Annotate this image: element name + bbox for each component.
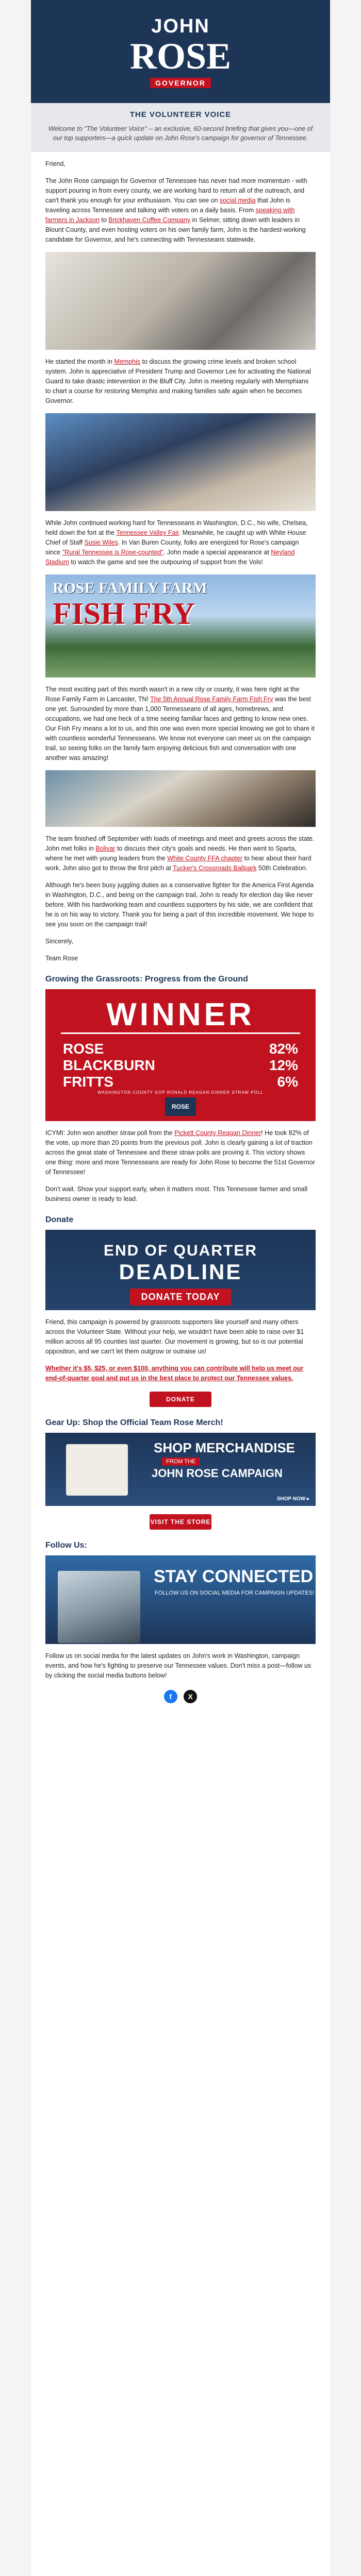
deadline-banner[interactable] [45, 1230, 316, 1310]
rural-tn-link[interactable]: "Rural Tennessee is Rose-counted" [62, 549, 163, 556]
photo-meet-greet [45, 770, 316, 827]
x-icon[interactable]: X [184, 1690, 197, 1703]
family-photo [58, 1571, 140, 1643]
bolivar-link[interactable]: Bolivar [95, 845, 116, 852]
photo-community [45, 252, 316, 350]
sincerely: Sincerely, [45, 938, 73, 945]
memphis-link[interactable]: Memphis [114, 358, 141, 365]
ffa-link[interactable]: White County FFA chapter [167, 855, 243, 862]
donate-title: Donate [45, 1215, 74, 1224]
header-banner [31, 0, 330, 103]
paragraph-support: Don't wait. Show your support early, when it matters most. This Tennessee farmer and small business owner is ready to lead. [45, 1185, 308, 1202]
logo-john: JOHN [151, 15, 210, 37]
logo-governor: GOVERNOR [150, 78, 211, 88]
newsletter [31, 0, 330, 2576]
merch-banner[interactable] [45, 1433, 316, 1506]
donate-ask-link[interactable]: Whether it's $5, $25, or even $100, anything you can contribute will help us meet our end-of-quarter goal and put us in the best place to protect our Tennessee values. [45, 1365, 304, 1382]
social-links [31, 1690, 330, 1703]
facebook-icon[interactable]: f [164, 1690, 177, 1703]
winner-heading: WINNER [106, 997, 255, 1032]
merch-line1: SHOP MERCHANDISE [154, 1440, 296, 1455]
stay-connected-banner [45, 1555, 316, 1644]
deadline-line2: DEADLINE [119, 1260, 242, 1284]
mini-logo: ROSE [165, 1097, 196, 1116]
paragraph-september: The team finished off September with loads of meetings and meet and greets across the state. John met folks in Bolivar to discuss their city's goals and needs. He then went to Sparta, where he met with young leaders from the White County FFA chapter to hear about their hard work. John also got to throw the first pitch at Tucker's Crossroads Ballpark 50th Celebration. [45, 835, 315, 872]
logo-rose: ROSE [129, 36, 232, 77]
follow-title: Follow Us: [45, 1541, 87, 1550]
fish-fry-top: ROSE FAMILY FARM [53, 580, 207, 597]
paragraph-straw-poll: ICYMI: John won another straw poll from the Pickett County Reagan Dinner! He took 82% of the vote, up more than 20 points from the previous poll. John is clearly gaining a lot of traction across the great state of Tennessee and these straw polls are proving it. This victory shows one thing: more and more Tennesseans are ready for John Rose to become the 51st Governor of Tennessee! [45, 1129, 315, 1176]
social-media-link[interactable]: social media [220, 197, 256, 204]
straw-poll-graphic [45, 989, 316, 1121]
fish-fry-link[interactable]: The 5th Annual Rose Family Farm Fish Fry [150, 696, 273, 703]
paragraph-follow: Follow us on social media for the latest updates on John's work in Washington, campaign events, and how he's fighting to preserve our Tennessee values. Don't miss a post—follow us by clicking the social media buttons below! [45, 1652, 311, 1679]
newsletter-intro [31, 103, 330, 152]
campaign-logo [31, 15, 330, 88]
paragraph-donate: Friend, this campaign is powered by grassroots supporters like yourself and many others across the Volunteer State. Without your help, we wouldn't have been able to raise over $1 million across all 95 counties last quarter. Our movement is growing, but so is our potential opposition, and we can't let them outgrow or outraise us! [45, 1318, 304, 1355]
paragraph-washington: While John continued working hard for Tennesseans in Washington, D.C., his wife, Chelsea, held down the fort at the Tennessee Valley Fair. Meanwhile, he caught up with White House Chief of Staff Susie Wiles. In Van Buren County, folks are energized for Rose's campaign since "Rural Tennessee is Rose-counted". John made a special appearance at Neyland Stadium to watch the game and see the outpouring of support from the Vols! [45, 519, 308, 566]
paragraph-fish-fry: The most exciting part of this month wasn't in a new city or county, it was here right at the Rose Family Farm in Lancaster, TN! The 5th Annual Rose Family Farm Fish Fry was the best one yet. Surrounded by more than 1,000 Tennesseans of all ages, homebrews, and occupations, we had one heck of a time seeing familiar faces and getting to know new ones. Our Fish Fry means a lot to us, and this one was even more special knowing we got to share it with countless wonderful Tennesseans. We know not everyone can meet us on the campaign trail, so seeing folks on the family farm enjoying delicious fish and conversation with one another was amazing! [45, 686, 315, 761]
main-update [31, 159, 330, 245]
stay-connected-heading: STAY CONNECTED [154, 1567, 314, 1586]
paragraph-momentum: The John Rose campaign for Governor of Tennessee has never had more momentum - with support pouring in from every county, we are working hard to return all of the outreach, and can't thank you enough for your enthusiasm. You can see on social media that John is traveling across Tennessee and talking with voters on a daily basis. From speaking with farmers in Jackson to Brickhaven Coffee Company in Selmer, sitting down with leaders in Blount County, and even hosting voters on his own family farm, John is the hardest-working candidate for Governor, and he's connecting with Tennesseans statewide. [45, 177, 307, 243]
signoff: Team Rose [45, 955, 78, 962]
poll-row: ROSE 82% [63, 1041, 298, 1057]
photo-events [45, 413, 316, 511]
poll-row: BLACKBURN 12% [63, 1057, 298, 1073]
ballpark-link[interactable]: Tucker's Crossroads Ballpark [173, 865, 257, 872]
deadline-line1: END OF QUARTER [104, 1242, 257, 1259]
shop-now-link[interactable]: SHOP NOW ▸ [276, 1496, 309, 1502]
donate-button[interactable]: DONATE [150, 1392, 211, 1407]
poll-row: FRITTS 6% [63, 1074, 298, 1090]
pickett-link[interactable]: Pickett County Reagan Dinner [174, 1129, 261, 1137]
neyland-link[interactable]: Neyland Stadium [45, 549, 295, 566]
stay-connected-sub: FOLLOW US ON SOCIAL MEDIA FOR CAMPAIGN UPDATES! [155, 1590, 315, 1596]
tn-valley-fair-link[interactable]: Tennessee Valley Fair [116, 529, 179, 536]
greeting: Friend, [45, 160, 65, 167]
donate-today-button[interactable]: DONATE TODAY [130, 1289, 232, 1306]
merch-line2: FROM THE [162, 1458, 200, 1466]
jackson-link[interactable]: speaking with farmers in Jackson [45, 207, 295, 224]
paragraph-donate-ask [45, 1364, 316, 1383]
paragraph-memphis: He started the month in Memphis to discuss the growing crime levels and broken school system. John is appreciative of President Trump and Governor Lee for activating the National Guard to take drastic intervention in the Bluff City. John is meeting regularly with Memphians to chart a course for restoring Memphis and making families safe again when he becomes Governor. [45, 358, 311, 404]
photo-fish-fry [45, 574, 316, 677]
susie-wiles-link[interactable]: Susie Wiles [84, 539, 118, 546]
poll-caption: WASHINGTON COUNTY GOP RONALD REAGAN DINNER STRAW POLL [97, 1090, 264, 1095]
paragraph-closing: Although he's been busy juggling duties as a conservative fighter for the America First Agenda in Washington, D.C., and being on the campaign trail, John is ready for election day like never before. With his hardworking team and countless supporters by his side, we are confident that he is on his way to victory. Thank you for being a part of this incredible movement. We hope to see you soon on the campaign trail! [45, 882, 314, 928]
visit-store-button[interactable]: VISIT THE STORE [150, 1514, 211, 1530]
newsletter-title: THE VOLUNTEER VOICE [129, 110, 232, 119]
brickhaven-link[interactable]: Brickhaven Coffee Company [108, 216, 191, 224]
divider [61, 1032, 300, 1034]
fish-fry-bottom: FISH FRY [53, 597, 195, 631]
grassroots-title: Growing the Grassroots: Progress from the Ground [45, 975, 248, 984]
merch-title: Gear Up: Shop the Official Team Rose Merch! [45, 1418, 223, 1427]
merch-photo [66, 1444, 128, 1496]
merch-line3: JOHN ROSE CAMPAIGN [152, 1467, 283, 1480]
intro-text: Welcome to "The Volunteer Voice" -- an exclusive, 60-second briefing that gives you—one of our top supporters—a quick update on John Rose's campaign for governor of Tennessee. [48, 125, 313, 142]
